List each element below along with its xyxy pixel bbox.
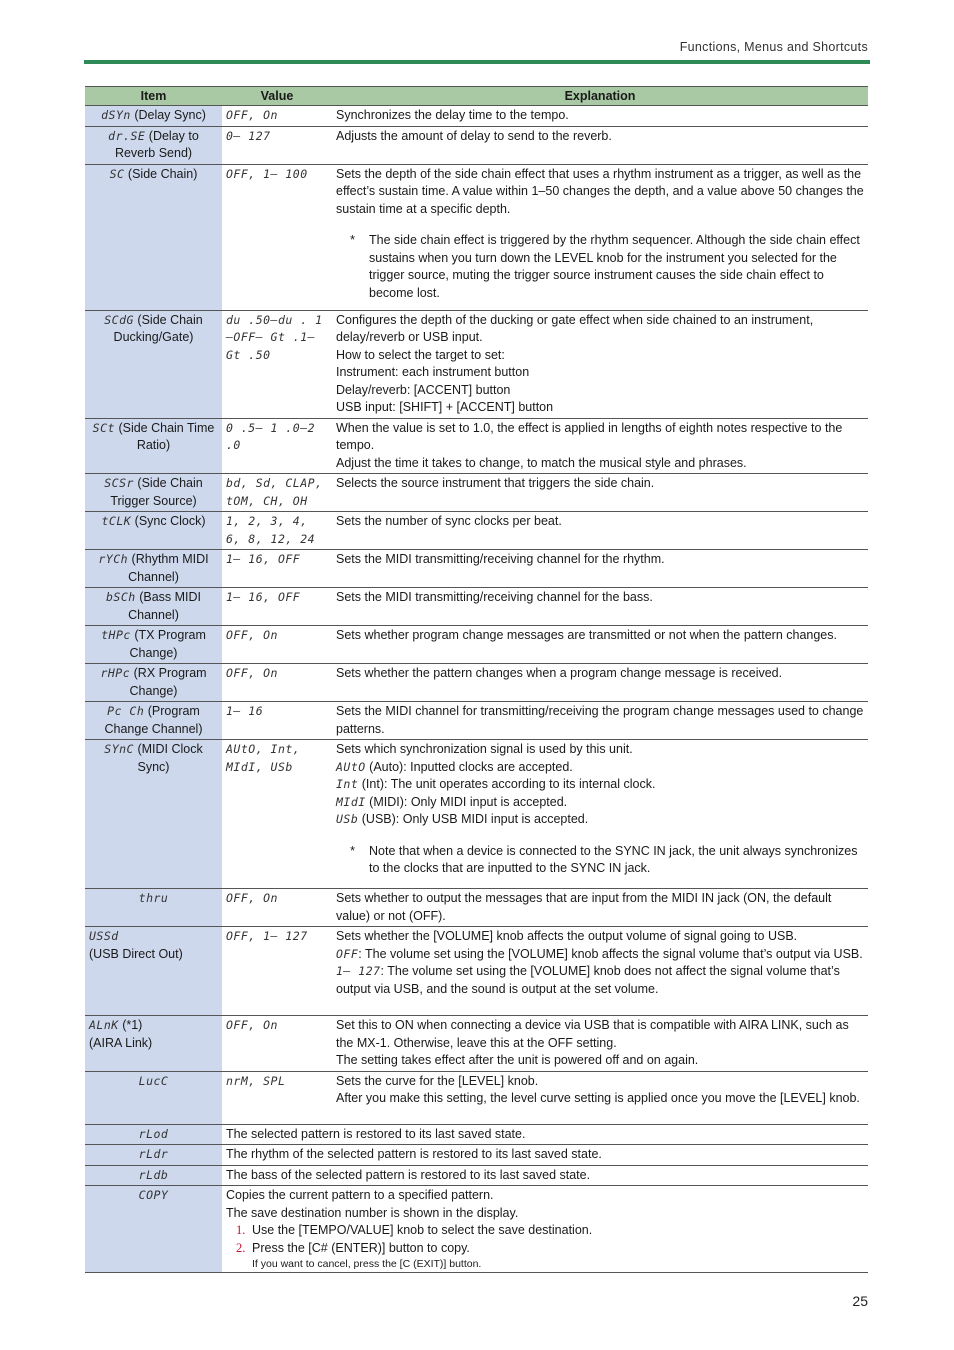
value-cell bbox=[222, 664, 332, 702]
item-cell bbox=[85, 126, 222, 164]
value-text: OFF, 1– 100 bbox=[226, 166, 308, 181]
item-cell bbox=[85, 1071, 222, 1124]
explanation-line: Configures the depth of the ducking or gate effect when side chained to an instrument, delay/reverb or USB input. bbox=[336, 312, 814, 344]
table-row bbox=[85, 889, 868, 927]
header-divider bbox=[84, 60, 870, 64]
inline-display-code: USb bbox=[336, 812, 359, 826]
explanation-cell bbox=[332, 702, 868, 740]
item-name: (Delay to Reverb Send) bbox=[114, 128, 199, 160]
item-display-code: LucC bbox=[138, 1073, 169, 1088]
item-cell bbox=[85, 418, 222, 474]
explanation-cell bbox=[332, 889, 868, 927]
explanation-cell bbox=[332, 1071, 868, 1124]
item-display-code: rYCh bbox=[98, 552, 129, 566]
table-row bbox=[85, 1016, 868, 1072]
explanation-cell bbox=[332, 126, 868, 164]
value-text: bd, Sd, CLAP, tOM, CH, OH bbox=[226, 476, 323, 508]
value-text: 1– 16 bbox=[226, 704, 264, 718]
item-display-code: dSYn bbox=[101, 108, 131, 122]
step-text: Press the [C# (ENTER)] button to copy. bbox=[252, 1240, 470, 1255]
explanation-cell bbox=[332, 418, 868, 474]
item-display-code: dr.SE bbox=[108, 128, 146, 143]
step-item bbox=[226, 1222, 864, 1240]
explanation-line bbox=[336, 794, 864, 812]
explanation-cell bbox=[332, 1016, 868, 1072]
column-header-item: Item bbox=[85, 87, 222, 106]
explanation-line: Sets whether program change messages are transmitted or not when the pattern changes. bbox=[336, 628, 837, 642]
note bbox=[336, 843, 864, 878]
explanation-text: : The volume set using the [VOLUME] knob affects the signal volume that’s output via USB. bbox=[358, 946, 863, 961]
item-display-code: SCt bbox=[92, 420, 115, 435]
item-display-code: Pc Ch bbox=[107, 704, 145, 718]
item-name: (*1) bbox=[122, 1018, 143, 1032]
item-cell bbox=[85, 1186, 222, 1273]
value-cell bbox=[222, 588, 332, 626]
explanation-text: : The volume set using the [VOLUME] knob does not affect the signal volume that’s output via USB, and the sound is output at the set volume. bbox=[336, 964, 840, 996]
value-text: OFF, On bbox=[226, 1018, 278, 1032]
table-row bbox=[85, 740, 868, 889]
column-header-explanation: Explanation bbox=[332, 87, 868, 106]
value-cell bbox=[222, 626, 332, 664]
explanation-cell: The bass of the selected pattern is restored to its last saved state. bbox=[222, 1165, 868, 1186]
table-row bbox=[85, 164, 868, 310]
item-cell bbox=[85, 550, 222, 588]
item-name: (Side Chain) bbox=[127, 166, 198, 181]
table-row bbox=[85, 702, 868, 740]
item-cell bbox=[85, 106, 222, 127]
item-cell bbox=[85, 702, 222, 740]
value-text: nrM, SPL bbox=[226, 1073, 286, 1088]
explanation-line: Sets the MIDI transmitting/receiving channel for the bass. bbox=[336, 590, 653, 604]
explanation-line bbox=[336, 963, 864, 998]
item-name: (Side Chain Trigger Source) bbox=[110, 476, 203, 508]
value-text: OFF, On bbox=[226, 666, 278, 680]
explanation-line: The setting takes effect after the unit is powered off and on again. bbox=[336, 1053, 699, 1067]
item-cell bbox=[85, 740, 222, 889]
value-text: 0– 127 bbox=[226, 128, 271, 143]
explanation-cell bbox=[332, 512, 868, 550]
table-row bbox=[85, 310, 868, 418]
value-text: OFF, On bbox=[226, 108, 278, 122]
item-cell bbox=[85, 889, 222, 927]
value-cell bbox=[222, 1071, 332, 1124]
item-cell bbox=[85, 588, 222, 626]
item-display-code: tHPc bbox=[101, 628, 131, 642]
explanation-line bbox=[336, 741, 864, 759]
table-header-row bbox=[85, 87, 868, 106]
value-text: 1, 2, 3, 4, 6, 8, 12, 24 bbox=[226, 514, 316, 546]
explanation-line: The save destination number is shown in the display. bbox=[226, 1205, 519, 1220]
explanation-text: Sets whether the [VOLUME] knob affects the output volume of signal going to USB. bbox=[336, 929, 798, 943]
explanation-cell bbox=[332, 164, 868, 310]
value-text: OFF, On bbox=[226, 628, 278, 642]
explanation-line: Sets whether the pattern changes when a program change message is received. bbox=[336, 666, 783, 680]
item-name: (Side Chain Time Ratio) bbox=[118, 420, 215, 452]
item-cell bbox=[85, 310, 222, 418]
value-cell bbox=[222, 418, 332, 474]
explanation-line: Synchronizes the delay time to the tempo. bbox=[336, 108, 569, 122]
explanation-line: Sets the depth of the side chain effect that uses a rhythm instrument as a trigger, as well as the effect’s sustain time. A value within 1–50 changes the depth, and a value above 50 changes the sustain time at a specific depth. bbox=[336, 166, 864, 216]
item-display-code: SCdG bbox=[104, 312, 134, 327]
inline-display-code: MIdI bbox=[336, 794, 366, 809]
item-display-code: rLdb bbox=[138, 1167, 169, 1182]
item-display-code: SCSr bbox=[104, 476, 134, 490]
inline-display-code: Int bbox=[336, 777, 359, 791]
item-display-code: rLod bbox=[138, 1126, 169, 1141]
value-cell bbox=[222, 512, 332, 550]
explanation-cell bbox=[332, 310, 868, 418]
explanation-cell bbox=[332, 588, 868, 626]
step-number: 2. bbox=[236, 1240, 246, 1255]
note-text: The side chain effect is triggered by the rhythm sequencer. Although the side chain effect sustains when you turn down the LEVEL knob for the instrument you selected for the trigger source, muting the trigger source instrument causes the side chain effect to become lost. bbox=[369, 233, 860, 300]
table-body bbox=[85, 106, 868, 1273]
item-display-code: ALnK bbox=[89, 1018, 119, 1032]
table-row bbox=[85, 550, 868, 588]
value-cell bbox=[222, 889, 332, 927]
item-display-code: rLdr bbox=[138, 1147, 169, 1161]
item-name: (USB Direct Out) bbox=[89, 946, 183, 961]
cancel-hint: If you want to cancel, press the [C (EXIT)] button. bbox=[252, 1258, 482, 1270]
explanation-cell bbox=[332, 927, 868, 1016]
explanation-line: Selects the source instrument that triggers the side chain. bbox=[336, 476, 655, 490]
page-number: 25 bbox=[852, 1293, 868, 1309]
explanation-line bbox=[336, 928, 864, 946]
item-cell bbox=[85, 1165, 222, 1186]
item-cell bbox=[85, 1124, 222, 1145]
table-row bbox=[85, 626, 868, 664]
explanation-cell bbox=[332, 626, 868, 664]
item-name: (RX Program Change) bbox=[129, 666, 207, 698]
table-row bbox=[85, 927, 868, 1016]
explanation-cell: The rhythm of the selected pattern is restored to its last saved state. bbox=[222, 1145, 868, 1166]
table-row bbox=[85, 664, 868, 702]
note-text: Note that when a device is connected to the SYNC IN jack, the unit always synchronizes to the clocks that are inputted to the SYNC IN jack. bbox=[369, 843, 858, 875]
explanation-line: Adjusts the amount of delay to send to the reverb. bbox=[336, 128, 612, 143]
explanation-cell bbox=[332, 740, 868, 889]
explanation-line: Sets the MIDI transmitting/receiving channel for the rhythm. bbox=[336, 552, 665, 566]
item-cell bbox=[85, 164, 222, 310]
table-row bbox=[85, 1186, 868, 1273]
item-display-code: rHPc bbox=[100, 666, 131, 680]
value-cell bbox=[222, 927, 332, 1016]
table-row bbox=[85, 1145, 868, 1166]
item-name: (Delay Sync) bbox=[134, 108, 206, 122]
value-text: 0 .5– 1 .0–2 .0 bbox=[226, 420, 316, 452]
explanation-cell bbox=[222, 1186, 868, 1273]
explanation-line: Copies the current pattern to a specified pattern. bbox=[226, 1188, 494, 1202]
value-cell bbox=[222, 126, 332, 164]
explanation-line: Sets the MIDI channel for transmitting/receiving the program change messages used to change patterns. bbox=[336, 704, 864, 736]
value-cell bbox=[222, 106, 332, 127]
section-title: Functions, Menus and Shortcuts bbox=[679, 40, 868, 54]
explanation-line bbox=[336, 946, 864, 964]
explanation-line: How to select the target to set: bbox=[336, 347, 505, 362]
explanation-line: Delay/reverb: [ACCENT] button bbox=[336, 382, 511, 397]
explanation-cell bbox=[332, 474, 868, 512]
value-text: 1– 16, OFF bbox=[226, 590, 301, 604]
value-text: OFF, On bbox=[226, 891, 278, 905]
table-row bbox=[85, 512, 868, 550]
explanation-text: (USB): Only USB MIDI input is accepted. bbox=[358, 812, 589, 826]
explanation-line: Adjust the time it takes to change, to match the musical style and phrases. bbox=[336, 455, 747, 470]
value-text: du .50–du . 1 –OFF– Gt .1–Gt .50 bbox=[226, 312, 323, 362]
note-asterisk: * bbox=[350, 843, 355, 858]
value-cell bbox=[222, 310, 332, 418]
item-display-code: bSCh bbox=[106, 590, 136, 604]
explanation-line: Instrument: each instrument button bbox=[336, 365, 530, 379]
item-display-code: thru bbox=[138, 891, 169, 905]
note-asterisk: * bbox=[350, 233, 355, 247]
item-display-code: SC bbox=[109, 166, 125, 181]
explanation-line: Sets whether to output the messages that are input from the MIDI IN jack (ON, the default value) or not (OFF). bbox=[336, 891, 832, 923]
item-name: (MIDI Clock Sync) bbox=[137, 742, 203, 774]
explanation-line: When the value is set to 1.0, the effect is applied in lengths of eighth notes respective to the tempo. bbox=[336, 420, 843, 452]
table-row bbox=[85, 1071, 868, 1124]
table-row bbox=[85, 588, 868, 626]
inline-display-code: OFF bbox=[336, 946, 359, 961]
step-number: 1. bbox=[236, 1223, 246, 1237]
explanation-line: Sets the number of sync clocks per beat. bbox=[336, 514, 562, 528]
explanation-line: Sets the curve for the [LEVEL] knob. bbox=[336, 1073, 539, 1088]
explanation-line: USB input: [SHIFT] + [ACCENT] button bbox=[336, 400, 554, 414]
inline-display-code: 1– 127 bbox=[336, 964, 381, 978]
item-cell bbox=[85, 1016, 222, 1072]
explanation-cell: The selected pattern is restored to its last saved state. bbox=[222, 1124, 868, 1145]
item-cell bbox=[85, 512, 222, 550]
explanation-line: Set this to ON when connecting a device via USB that is compatible with AIRA LINK, such as the MX-1. Otherwise, leave this at the OFF setting. bbox=[336, 1018, 849, 1050]
explanation-cell bbox=[332, 106, 868, 127]
value-cell bbox=[222, 1016, 332, 1072]
explanation-line bbox=[336, 759, 864, 777]
table-row bbox=[85, 418, 868, 474]
item-name: (Bass MIDI Channel) bbox=[128, 590, 201, 622]
explanation-text: Sets which synchronization signal is used by this unit. bbox=[336, 742, 633, 756]
step-item bbox=[226, 1240, 864, 1258]
item-name: (Side Chain Ducking/Gate) bbox=[113, 312, 203, 344]
value-cell bbox=[222, 474, 332, 512]
table-row bbox=[85, 126, 868, 164]
settings-table bbox=[85, 86, 868, 1273]
explanation-text: (Int): The unit operates according to its internal clock. bbox=[358, 777, 656, 791]
item-cell bbox=[85, 664, 222, 702]
explanation-text: (Auto): Inputted clocks are accepted. bbox=[365, 759, 573, 774]
value-cell bbox=[222, 740, 332, 889]
table-row bbox=[85, 1165, 868, 1186]
explanation-cell bbox=[332, 664, 868, 702]
note bbox=[336, 232, 864, 302]
item-name-secondary: (AIRA Link) bbox=[89, 1035, 153, 1050]
column-header-value: Value bbox=[222, 87, 332, 106]
item-cell bbox=[85, 927, 222, 1016]
value-text: 1– 16, OFF bbox=[226, 552, 301, 566]
item-name: (TX Program Change) bbox=[129, 628, 206, 660]
item-display-code: SYnC bbox=[104, 742, 134, 756]
table-row bbox=[85, 106, 868, 127]
value-text: AUtO, Int, MIdI, USb bbox=[226, 742, 301, 774]
table-row bbox=[85, 474, 868, 512]
value-cell bbox=[222, 164, 332, 310]
item-name: (Program Change Channel) bbox=[104, 704, 203, 736]
value-cell bbox=[222, 702, 332, 740]
item-name: (Sync Clock) bbox=[134, 514, 206, 528]
item-cell bbox=[85, 474, 222, 512]
explanation-line bbox=[336, 811, 864, 829]
value-text: OFF, 1– 127 bbox=[226, 929, 308, 943]
explanation-text: (MIDI): Only MIDI input is accepted. bbox=[365, 794, 568, 809]
item-cell bbox=[85, 626, 222, 664]
explanation-line bbox=[336, 776, 864, 794]
item-display-code: USSd bbox=[89, 929, 119, 943]
explanation-cell bbox=[332, 550, 868, 588]
item-cell bbox=[85, 1145, 222, 1166]
item-name: (Rhythm MIDI Channel) bbox=[128, 552, 209, 584]
step-text: Use the [TEMPO/VALUE] knob to select the save destination. bbox=[252, 1223, 593, 1237]
item-display-code: tCLK bbox=[101, 514, 132, 528]
table-row bbox=[85, 1124, 868, 1145]
value-cell bbox=[222, 550, 332, 588]
item-display-code: COPY bbox=[138, 1188, 169, 1202]
inline-display-code: AUtO bbox=[336, 759, 366, 774]
explanation-line: After you make this setting, the level curve setting is applied once you move the [LEVEL] knob. bbox=[336, 1091, 860, 1105]
